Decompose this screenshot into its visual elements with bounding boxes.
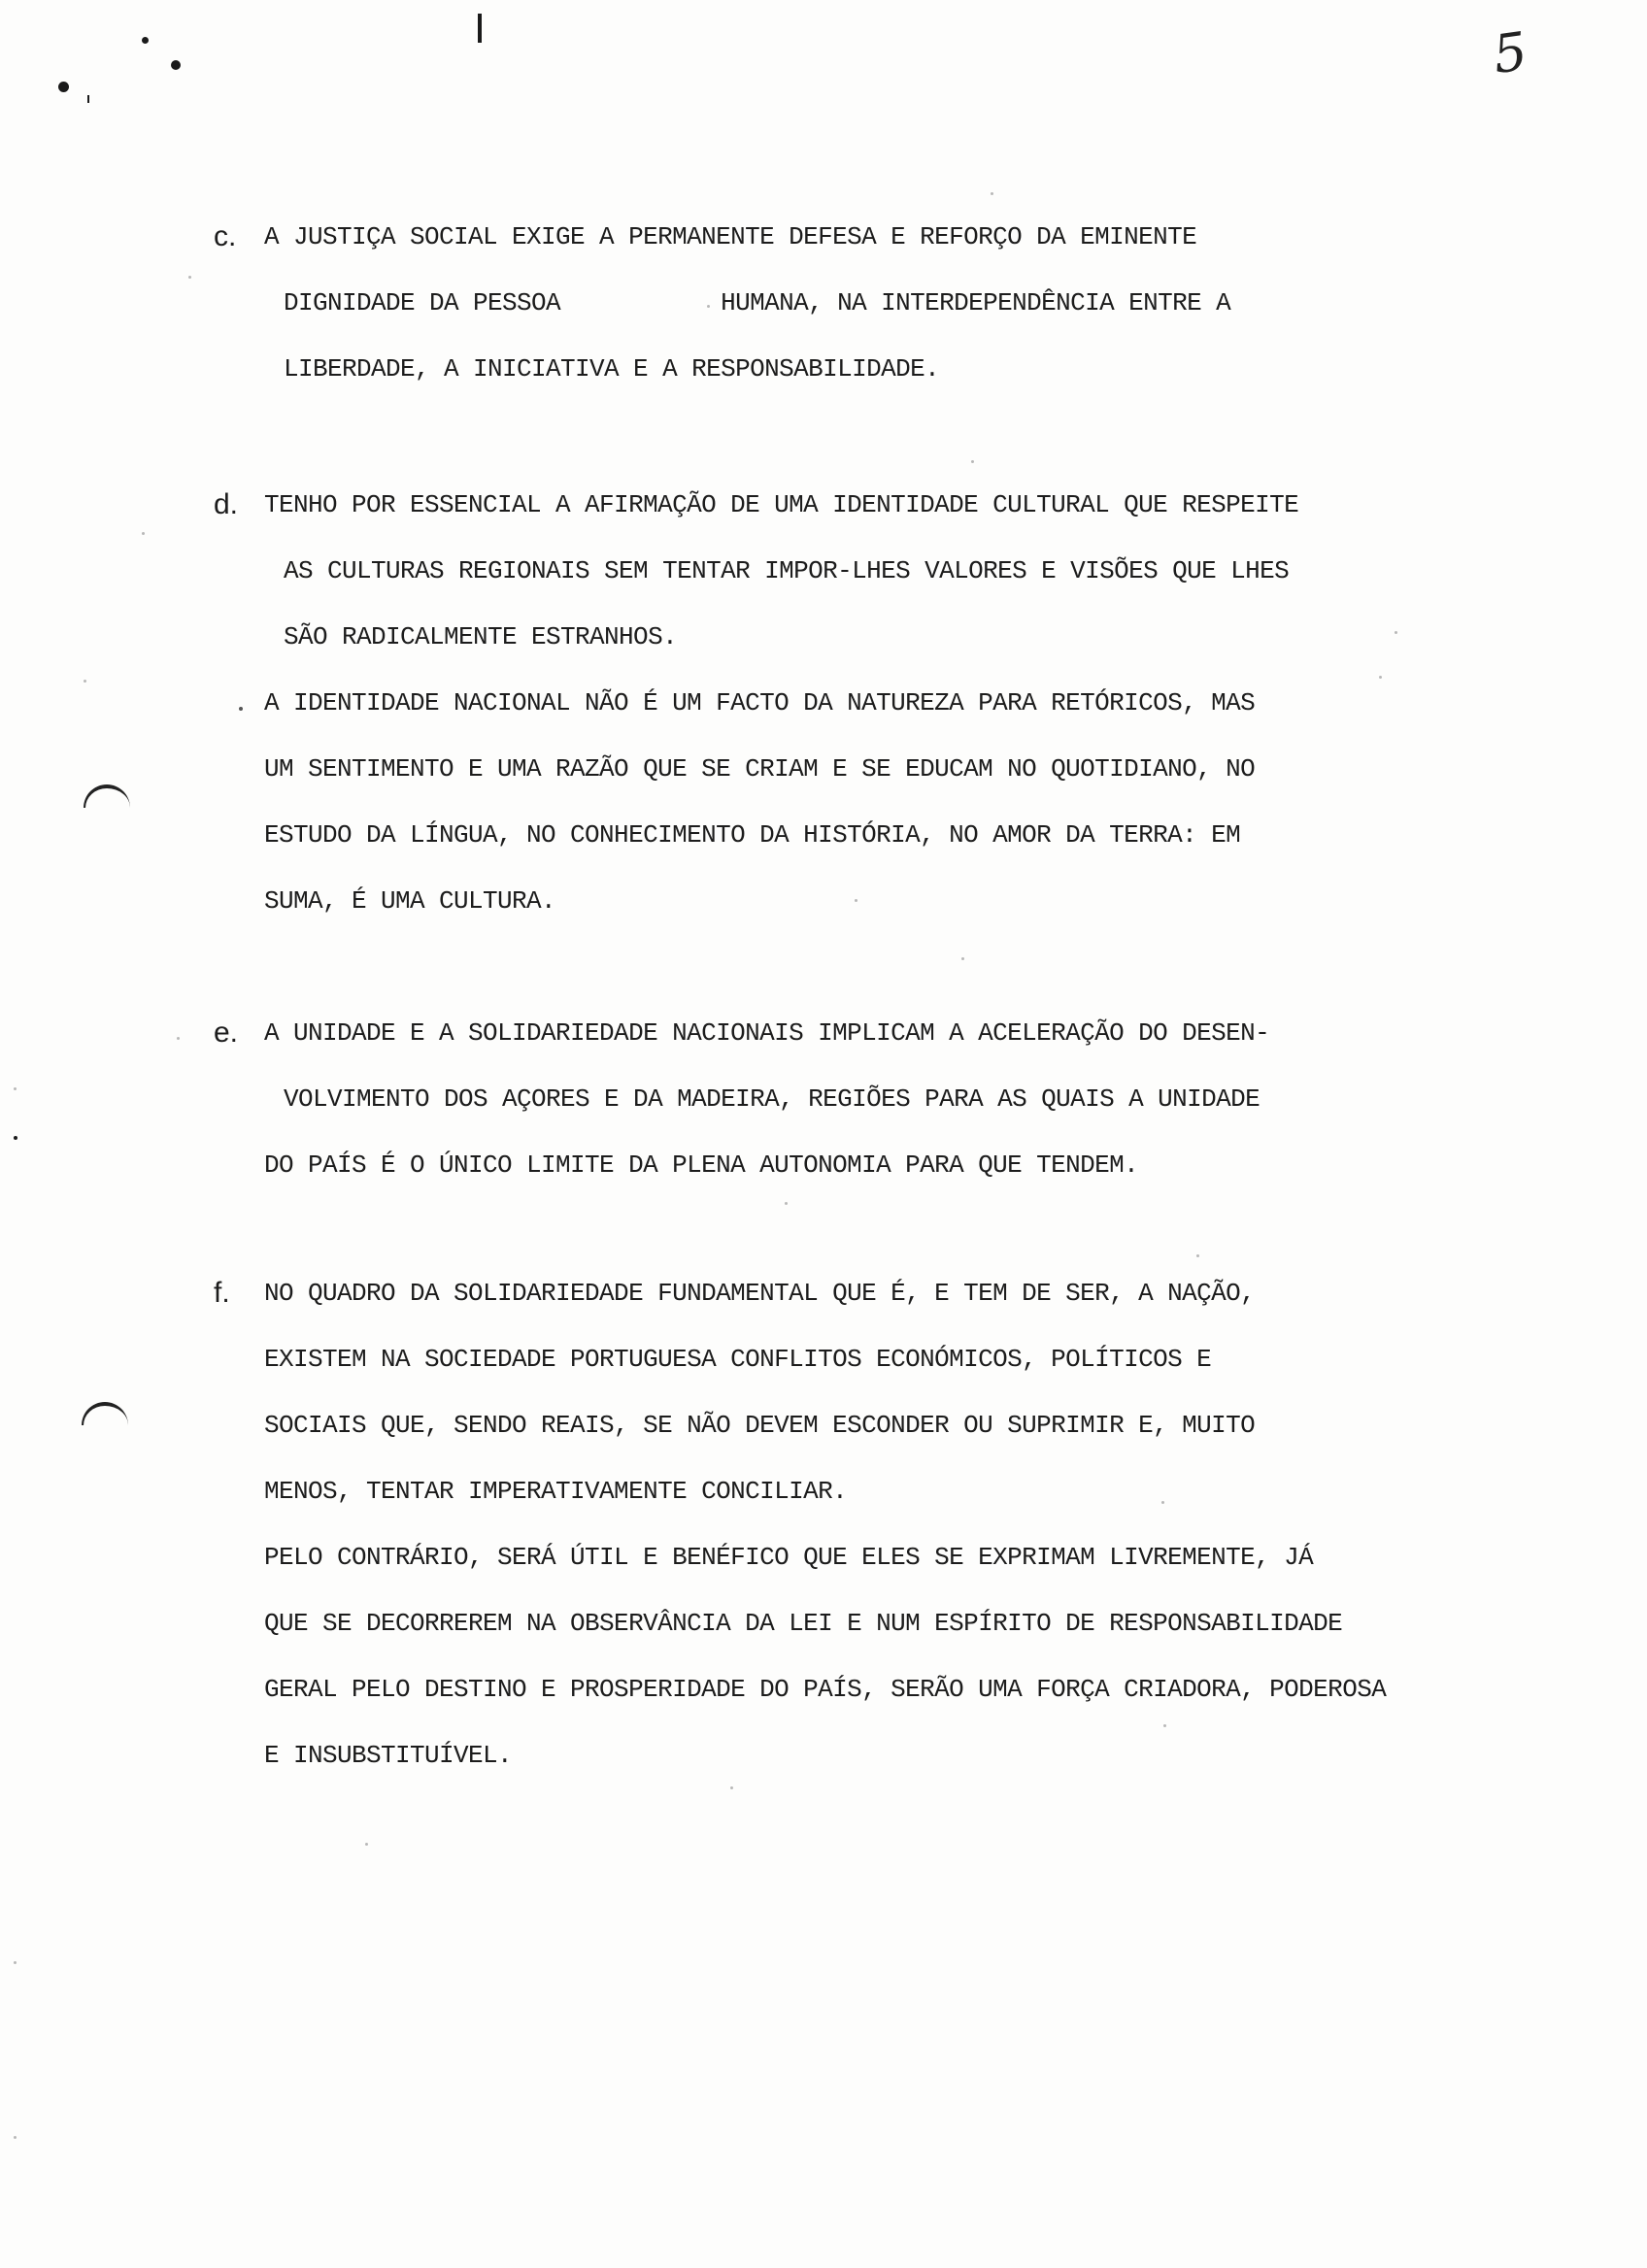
scan-dust [142, 532, 145, 535]
text-line: A IDENTIDADE NACIONAL NÃO É UM FACTO DA NATUREZA PARA RETÓRICOS, MAS [264, 688, 1256, 717]
scan-mark [478, 14, 482, 43]
clause-letter: c. [214, 220, 237, 252]
text-line: GERAL PELO DESTINO E PROSPERIDADE DO PAÍS, SERÃO UMA FORÇA CRIADORA, PODEROSA [264, 1675, 1387, 1704]
text-line: A JUSTIÇA SOCIAL EXIGE A PERMANENTE DEFESA E REFORÇO DA EMINENTE [264, 222, 1197, 251]
text-line: QUE SE DECORREREM NA OBSERVÂNCIA DA LEI E NUM ESPÍRITO DE RESPONSABILIDADE [264, 1609, 1343, 1638]
text-line: VOLVIMENTO DOS AÇORES E DA MADEIRA, REGIÕES PARA AS QUAIS A UNIDADE [284, 1084, 1260, 1114]
clause-d [214, 472, 1593, 934]
scan-dust [14, 1961, 17, 1964]
scan-dust [14, 2136, 17, 2139]
punch-hole-mark [84, 784, 130, 808]
scan-dust [1196, 1254, 1199, 1257]
text-line: DIGNIDADE DA PESSOA HUMANA, NA INTERDEPENDÊNCIA ENTRE A [284, 288, 1231, 317]
handwritten-page-number: 5 [1489, 19, 1531, 86]
clause-e [214, 1000, 1593, 1198]
text-line: MENOS, TENTAR IMPERATIVAMENTE CONCILIAR. [264, 1477, 848, 1506]
text-line: UM SENTIMENTO E UMA RAZÃO QUE SE CRIAM E SE EDUCAM NO QUOTIDIANO, NO [264, 754, 1256, 784]
text-line: DO PAÍS É O ÚNICO LIMITE DA PLENA AUTONOMIA PARA QUE TENDEM. [264, 1151, 1139, 1180]
scan-dust [971, 460, 974, 463]
text-line: AS CULTURAS REGIONAIS SEM TENTAR IMPOR-LHES VALORES E VISÕES QUE LHES [284, 556, 1290, 585]
text-line: SÃO RADICALMENTE ESTRANHOS. [284, 622, 678, 651]
scan-dust [365, 1843, 368, 1846]
text-line: SOCIAIS QUE, SENDO REAIS, SE NÃO DEVEM ESCONDER OU SUPRIMIR E, MUITO [264, 1411, 1256, 1440]
text-line: ESTUDO DA LÍNGUA, NO CONHECIMENTO DA HISTÓRIA, NO AMOR DA TERRA: EM [264, 820, 1241, 850]
scan-mark [87, 95, 89, 103]
scan-speck [14, 1136, 17, 1140]
scan-dust [14, 1087, 17, 1090]
text-line: LIBERDADE, A INICIATIVA E A RESPONSABILIDADE. [284, 354, 940, 384]
clause-letter: d. [214, 488, 239, 520]
text-line: NO QUADRO DA SOLIDARIEDADE FUNDAMENTAL QUE É, E TEM DE SER, A NAÇÃO, [264, 1279, 1256, 1308]
clause-c [214, 204, 1593, 402]
text-line: TENHO POR ESSENCIAL A AFIRMAÇÃO DE UMA IDENTIDADE CULTURAL QUE RESPEITE [264, 490, 1299, 519]
clause-letter: f. [214, 1277, 230, 1309]
scan-speck [171, 60, 181, 70]
punch-hole-mark [82, 1402, 128, 1425]
text-line: A UNIDADE E A SOLIDARIEDADE NACIONAIS IMPLICAM A ACELERAÇÃO DO DESEN- [264, 1018, 1270, 1048]
text-line: EXISTEM NA SOCIEDADE PORTUGUESA CONFLITOS ECONÓMICOS, POLÍTICOS E [264, 1345, 1212, 1374]
scan-dust [991, 192, 993, 195]
text-line: E INSUBSTITUÍVEL. [264, 1741, 513, 1770]
clause-letter: e. [214, 1017, 239, 1049]
scan-dust [84, 680, 86, 683]
scan-dust [177, 1037, 180, 1040]
text-line: SUMA, É UMA CULTURA. [264, 886, 556, 916]
scan-speck [58, 82, 69, 92]
scan-dust [188, 276, 191, 279]
scan-speck [142, 37, 149, 44]
text-line: PELO CONTRÁRIO, SERÁ ÚTIL E BENÉFICO QUE ELES SE EXPRIMAM LIVREMENTE, JÁ [264, 1543, 1314, 1572]
scan-dust [961, 957, 964, 960]
clause-f [214, 1260, 1593, 1788]
scan-dust [785, 1202, 788, 1205]
